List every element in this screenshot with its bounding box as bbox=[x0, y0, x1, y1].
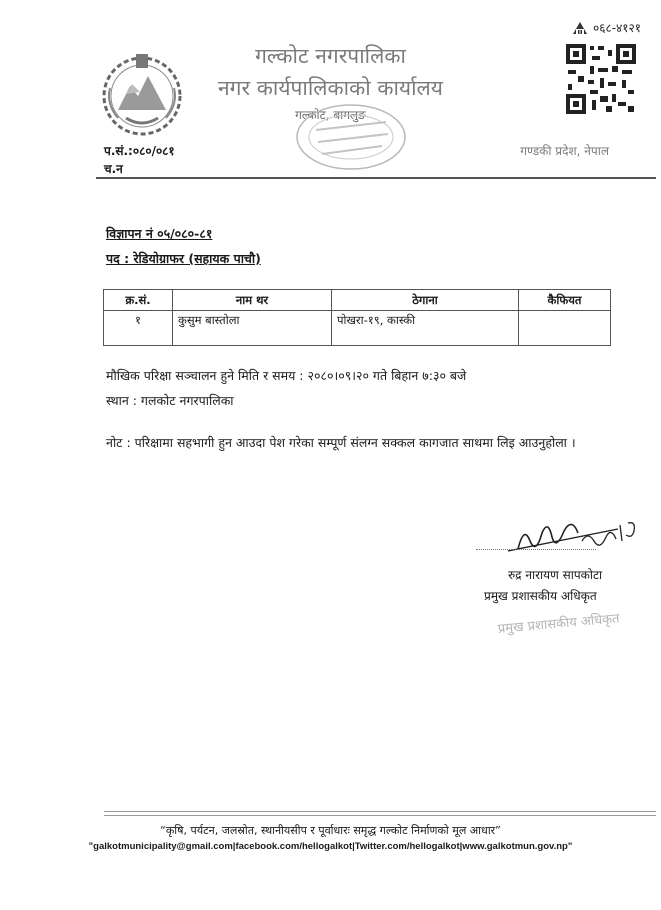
candidate-table bbox=[103, 289, 611, 346]
cell-name: कुसुम बास्तोला bbox=[173, 311, 332, 346]
reference-number: प.सं.:०८०/०८१ bbox=[104, 144, 175, 158]
table-row bbox=[104, 311, 611, 346]
exam-datetime: मौखिक परिक्षा सञ्चालन हुने मिति र समय : २०८०।०९।२० गते बिहान ७:३० बजे bbox=[106, 368, 467, 383]
cell-address: पोखरा-१९, कास्की bbox=[332, 311, 519, 346]
column-header-address: ठेगाना bbox=[332, 290, 519, 311]
footer-divider bbox=[104, 811, 656, 812]
office-title-executive: नगर कार्यपालिकाको कार्यालय bbox=[218, 76, 443, 100]
signatory-name: रुद्र नारायण सापकोटा bbox=[508, 568, 603, 582]
document-code-text: ०६८-४१२१ bbox=[592, 21, 641, 35]
footer-motto: “कृषि, पर्यटन, जलस्रोत, स्थानीयसीप र पूर्वाधारः समृद्ध गल्कोट निर्माणको मूल आधार” bbox=[160, 824, 501, 837]
column-header-sn: क्र.सं. bbox=[104, 290, 173, 311]
document-code bbox=[573, 19, 641, 36]
province-label: गण्डकी प्रदेश, नेपाल bbox=[520, 144, 609, 158]
table-header-row bbox=[104, 290, 611, 311]
footer-divider-secondary bbox=[104, 815, 656, 816]
signature-line bbox=[476, 549, 596, 550]
header-divider bbox=[96, 177, 656, 179]
column-header-name: नाम थर bbox=[173, 290, 332, 311]
chalan-number: च.न bbox=[104, 162, 123, 176]
post-title: पद : रेडियोग्राफर (सहायक पाचौ) bbox=[106, 251, 261, 266]
note-paragraph: नोट : परिक्षामा सहभागी हुन आउदा पेश गरेका सम्पूर्ण संलग्न सक्कल कागजात साथमा लिइ आउनुहोला । bbox=[106, 435, 576, 450]
cell-remarks bbox=[519, 311, 611, 346]
qr-code-icon bbox=[566, 44, 636, 114]
exam-venue: स्थान : गलकोट नगरपालिका bbox=[106, 393, 234, 408]
office-seal-stamp bbox=[292, 100, 410, 174]
office-address: गल्कोट, बागलुङ bbox=[295, 108, 366, 122]
handwritten-signature bbox=[478, 511, 650, 569]
column-header-remarks: कैफियत bbox=[519, 290, 611, 311]
office-title-municipality: गल्कोट नगरपालिका bbox=[255, 44, 406, 68]
designation-stamp: प्रमुख प्रशासकीय अधिकृत bbox=[497, 611, 621, 637]
document-mark-icon bbox=[573, 22, 587, 34]
cell-sn: १ bbox=[104, 311, 173, 346]
advertisement-number: विज्ञापन नं ०५/०८०-८१ bbox=[106, 226, 213, 241]
signatory-title: प्रमुख प्रशासकीय अधिकृत bbox=[484, 589, 597, 603]
footer-contacts: "galkotmunicipality@gmail.com|facebook.com/hellogalkot|Twitter.com/hellogalkot|www.galkotmun.gov.np" bbox=[88, 841, 573, 852]
